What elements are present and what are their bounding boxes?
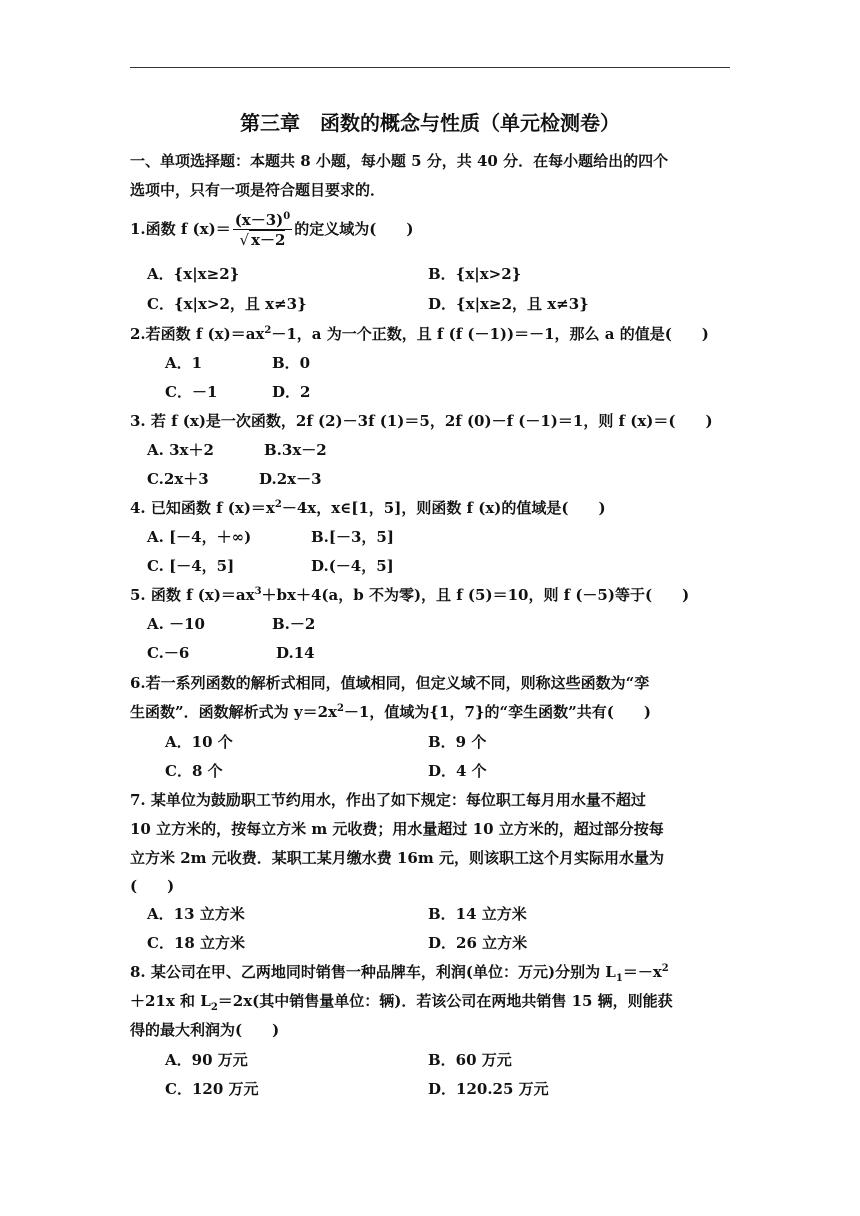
q2-options-row-2 <box>130 382 730 402</box>
q1-denominator: √ x－2 <box>239 231 286 249</box>
q5-option-d[interactable]: D.14 <box>276 644 315 662</box>
q6-options-row-1 <box>130 732 730 752</box>
q8-option-a[interactable]: A．90 万元 <box>165 1051 248 1069</box>
q4-option-a[interactable]: A. [－4，＋∞) <box>147 528 252 546</box>
q7-options-row-2 <box>130 933 730 953</box>
q2-options-row-1 <box>130 353 730 373</box>
q1-options-row-2 <box>130 294 730 314</box>
q8-option-d[interactable]: D．120.25 万元 <box>428 1080 549 1098</box>
question-1-stem <box>130 208 413 250</box>
q2-option-b[interactable]: B．0 <box>272 354 311 372</box>
question-6-stem-line-1: 6.若一系列函数的解析式相同，值域相同，但定义域不同，则称这些函数为“孪 <box>130 674 650 692</box>
q7-options-row-1 <box>130 904 730 924</box>
q6-option-b[interactable]: B．9 个 <box>428 733 487 751</box>
q4-options-row-2 <box>130 556 730 576</box>
q8-option-c[interactable]: C．120 万元 <box>165 1080 259 1098</box>
section-heading-line-2: 选项中，只有一项是符合题目要求的． <box>130 181 386 199</box>
q7-option-c[interactable]: C．18 立方米 <box>147 934 246 952</box>
q1-options-row-1 <box>130 264 730 284</box>
question-8-stem-line-3: 得的最大利润为( ) <box>130 1021 280 1039</box>
q5-option-b[interactable]: B.－2 <box>272 615 316 633</box>
q3-option-b[interactable]: B.3x－2 <box>264 441 327 459</box>
q4-options-row-1 <box>130 527 730 547</box>
q6-option-c[interactable]: C．8 个 <box>165 762 223 780</box>
q1-numerator: $(x-3)^0$ <box>234 211 291 229</box>
q1-option-c[interactable]: C．{x|x>2，且 x≠3} <box>147 295 307 313</box>
question-8-stem-line-2: ＋21x 和 $L_2=2x$(其中销售量单位：辆)．若该公司在两地共销售 15 辆，则能获 <box>130 992 673 1013</box>
q2-option-c[interactable]: C．－1 <box>165 383 218 401</box>
q3-options-row-1 <box>130 440 730 460</box>
q6-option-d[interactable]: D．4 个 <box>428 762 487 780</box>
q3-option-d[interactable]: D.2x－3 <box>259 470 322 488</box>
q5-option-c[interactable]: C.－6 <box>147 644 190 662</box>
page-title: 第三章 函数的概念与性质（单元检测卷） <box>240 111 620 135</box>
q2-option-d[interactable]: D．2 <box>272 383 311 401</box>
q5-options-row-1 <box>130 614 730 634</box>
q4-option-b[interactable]: B.[－3，5] <box>311 528 394 546</box>
q6-option-a[interactable]: A．10 个 <box>165 733 233 751</box>
q4-option-d[interactable]: D.(－4，5] <box>311 557 394 575</box>
q2-option-a[interactable]: A．1 <box>165 354 203 372</box>
q1-option-b[interactable]: B．{x|x>2} <box>428 265 522 283</box>
q1-suffix: 的定义域为( ) <box>294 220 414 238</box>
question-7-stem-line-1: 7. 某单位为鼓励职工节约用水，作出了如下规定：每位职工每月用水量不超过 <box>130 791 646 809</box>
q1-prefix: 1.函数 f (x)＝ <box>130 220 231 238</box>
q8-options-row-1 <box>130 1050 730 1070</box>
question-7-stem-line-3: 立方米 2m 元收费．某职工某月缴水费 16m 元，则该职工这个月实际用水量为 <box>130 849 664 867</box>
header-rule <box>130 67 730 68</box>
question-8-stem-line-1: 8. 某公司在甲、乙两地同时销售一种品牌车，利润(单位：万元)分别为 $L_1=-x^2$ <box>130 963 669 984</box>
question-5-stem: 5. 函数 f $(x)=ax^3+bx+4(a$，b 不为零)，且 f (5)＝10，则 f (－5)等于( ) <box>130 586 690 604</box>
question-3-stem: 3. 若 f (x)是一次函数，2f (2)－3f (1)＝5，2f (0)－f (－1)＝1，则 f (x)＝( ) <box>130 412 713 430</box>
q6-options-row-2 <box>130 761 730 781</box>
question-6-stem-line-2: 生函数”．函数解析式为 $y=2x^2-1$，值域为{1，7}的“孪生函数”共有( ) <box>130 703 651 721</box>
q5-option-a[interactable]: A. －10 <box>147 615 205 633</box>
q3-option-a[interactable]: A. 3x＋2 <box>147 441 214 459</box>
section-heading-line-1: 一、单项选择题：本题共 8 小题，每小题 5 分，共 40 分．在每小题给出的四个 <box>130 152 669 170</box>
q5-options-row-2 <box>130 643 730 663</box>
q1-fraction <box>233 211 293 249</box>
q4-option-c[interactable]: C. [－4，5] <box>147 557 235 575</box>
q8-option-b[interactable]: B．60 万元 <box>428 1051 512 1069</box>
q7-option-a[interactable]: A．13 立方米 <box>147 905 245 923</box>
q1-option-d[interactable]: D．{x|x≥2，且 x≠3} <box>428 295 589 313</box>
q1-option-a[interactable]: A．{x|x≥2} <box>147 265 240 283</box>
q3-options-row-2 <box>130 469 730 489</box>
question-7-stem-line-2: 10 立方米的，按每立方米 m 元收费；用水量超过 10 立方米的，超过部分按每 <box>130 820 664 838</box>
question-2-stem: 2.若函数 f $(x)=ax^2-1$，a 为一个正数，且 f (f (－1))＝－1，那么 a 的值是( ) <box>130 325 709 343</box>
q7-option-d[interactable]: D．26 立方米 <box>428 934 528 952</box>
question-4-stem: 4. 已知函数 f $(x)=x^2-4x$，x∈[1，5]，则函数 f (x)的值域是( ) <box>130 499 606 517</box>
q7-option-b[interactable]: B．14 立方米 <box>428 905 527 923</box>
q3-option-c[interactable]: C.2x＋3 <box>147 470 209 488</box>
q8-options-row-2 <box>130 1079 730 1099</box>
question-7-stem-line-4: ( ) <box>130 877 175 895</box>
